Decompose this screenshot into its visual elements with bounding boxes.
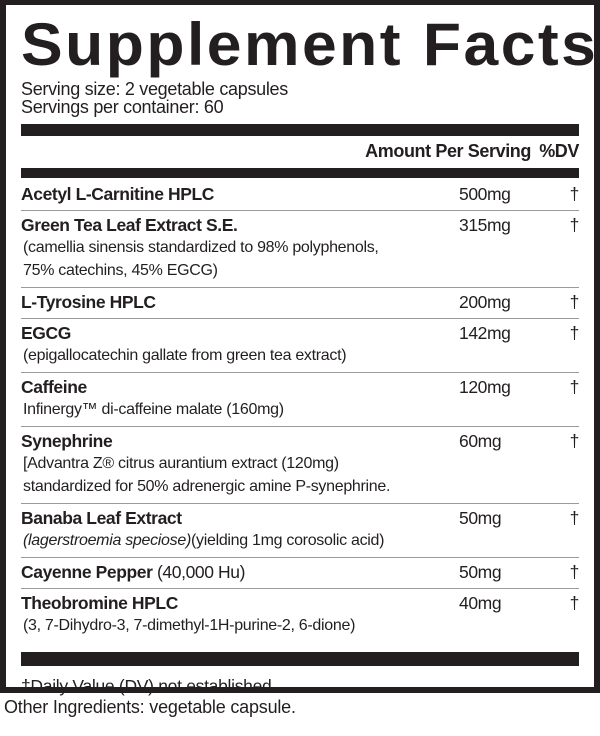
ingredient-amount: 40mg (459, 593, 502, 613)
dv-header: %DV (539, 141, 579, 161)
ingredient-amount: 60mg (459, 431, 502, 451)
ingredient-row (21, 589, 579, 642)
ingredient-dv: † (569, 508, 579, 528)
other-ingredients: Other Ingredients: vegetable capsule. (4, 697, 296, 717)
divider-bar (21, 124, 579, 136)
ingredient-row (21, 211, 579, 288)
ingredient-dv: † (569, 562, 579, 582)
ingredient-amount: 50mg (459, 562, 502, 582)
ingredient-name-group (21, 561, 459, 583)
ingredient-name: EGCG (21, 323, 71, 343)
ingredient-dv: † (569, 184, 579, 204)
ingredient-amount: 315mg (459, 215, 511, 235)
ingredient-name: Cayenne Pepper (21, 562, 153, 582)
ingredient-dv: † (569, 431, 579, 451)
ingredient-row (21, 288, 579, 319)
ingredient-amount: 50mg (459, 508, 502, 528)
ingredient-row (21, 558, 579, 589)
description-rest: (yielding 1mg corosolic acid) (190, 532, 385, 549)
ingredient-row (21, 373, 579, 427)
divider-bar (21, 652, 579, 666)
ingredient-description: Infinergy™ di-caffeine malate (160mg) (23, 401, 284, 418)
ingredient-name: Green Tea Leaf Extract S.E. (21, 215, 238, 235)
amount-header: Amount Per Serving (365, 141, 531, 161)
ingredient-name: Theobromine HPLC (21, 593, 178, 613)
ingredient-dv: † (569, 215, 579, 235)
ingredient-amount: 200mg (459, 292, 511, 312)
ingredient-dv: † (569, 292, 579, 312)
ingredient-name-suffix: (40,000 Hu) (152, 562, 246, 582)
ingredient-row (21, 319, 579, 373)
ingredient-row (21, 180, 579, 211)
ingredient-name: Caffeine (21, 377, 87, 397)
ingredient-amount: 120mg (459, 377, 511, 397)
ingredient-name: Synephrine (21, 431, 113, 451)
ingredient-description (21, 529, 579, 552)
ingredient-description: [Advantra Z® citrus aurantium extract (120mg) (23, 455, 339, 472)
botanical-name: (lagerstroemia speciose) (23, 532, 191, 549)
ingredient-name: Acetyl L-Carnitine HPLC (21, 184, 215, 204)
ingredient-description: 75% catechins, 45% EGCG) (23, 262, 218, 279)
ingredient-dv: † (569, 377, 579, 397)
footnote: †Daily Value (DV) not established. (21, 676, 277, 696)
ingredient-row (21, 504, 579, 558)
serving-size: Serving size: 2 vegetable capsules (21, 79, 288, 99)
column-header (21, 136, 579, 166)
ingredient-description: (3, 7-Dihydro-3, 7-dimethyl-1H-purine-2, 6-dione) (23, 617, 356, 634)
servings-per-container: Servings per container: 60 (21, 97, 224, 117)
ingredient-description: standardized for 50% adrenergic amine P-synephrine. (23, 478, 391, 495)
panel-title: Supplement Facts (21, 11, 599, 78)
ingredient-amount: 500mg (459, 184, 511, 204)
ingredient-row (21, 427, 579, 504)
divider-bar (21, 168, 579, 178)
ingredient-dv: † (569, 323, 579, 343)
ingredient-dv: † (569, 593, 579, 613)
ingredient-name: L-Tyrosine HPLC (21, 292, 156, 312)
ingredient-description: (camellia sinensis standardized to 98% polyphenols, (23, 239, 379, 256)
ingredient-description: (epigallocatechin gallate from green tea extract) (23, 347, 347, 364)
ingredient-amount: 142mg (459, 323, 511, 343)
ingredient-name: Banaba Leaf Extract (21, 508, 182, 528)
